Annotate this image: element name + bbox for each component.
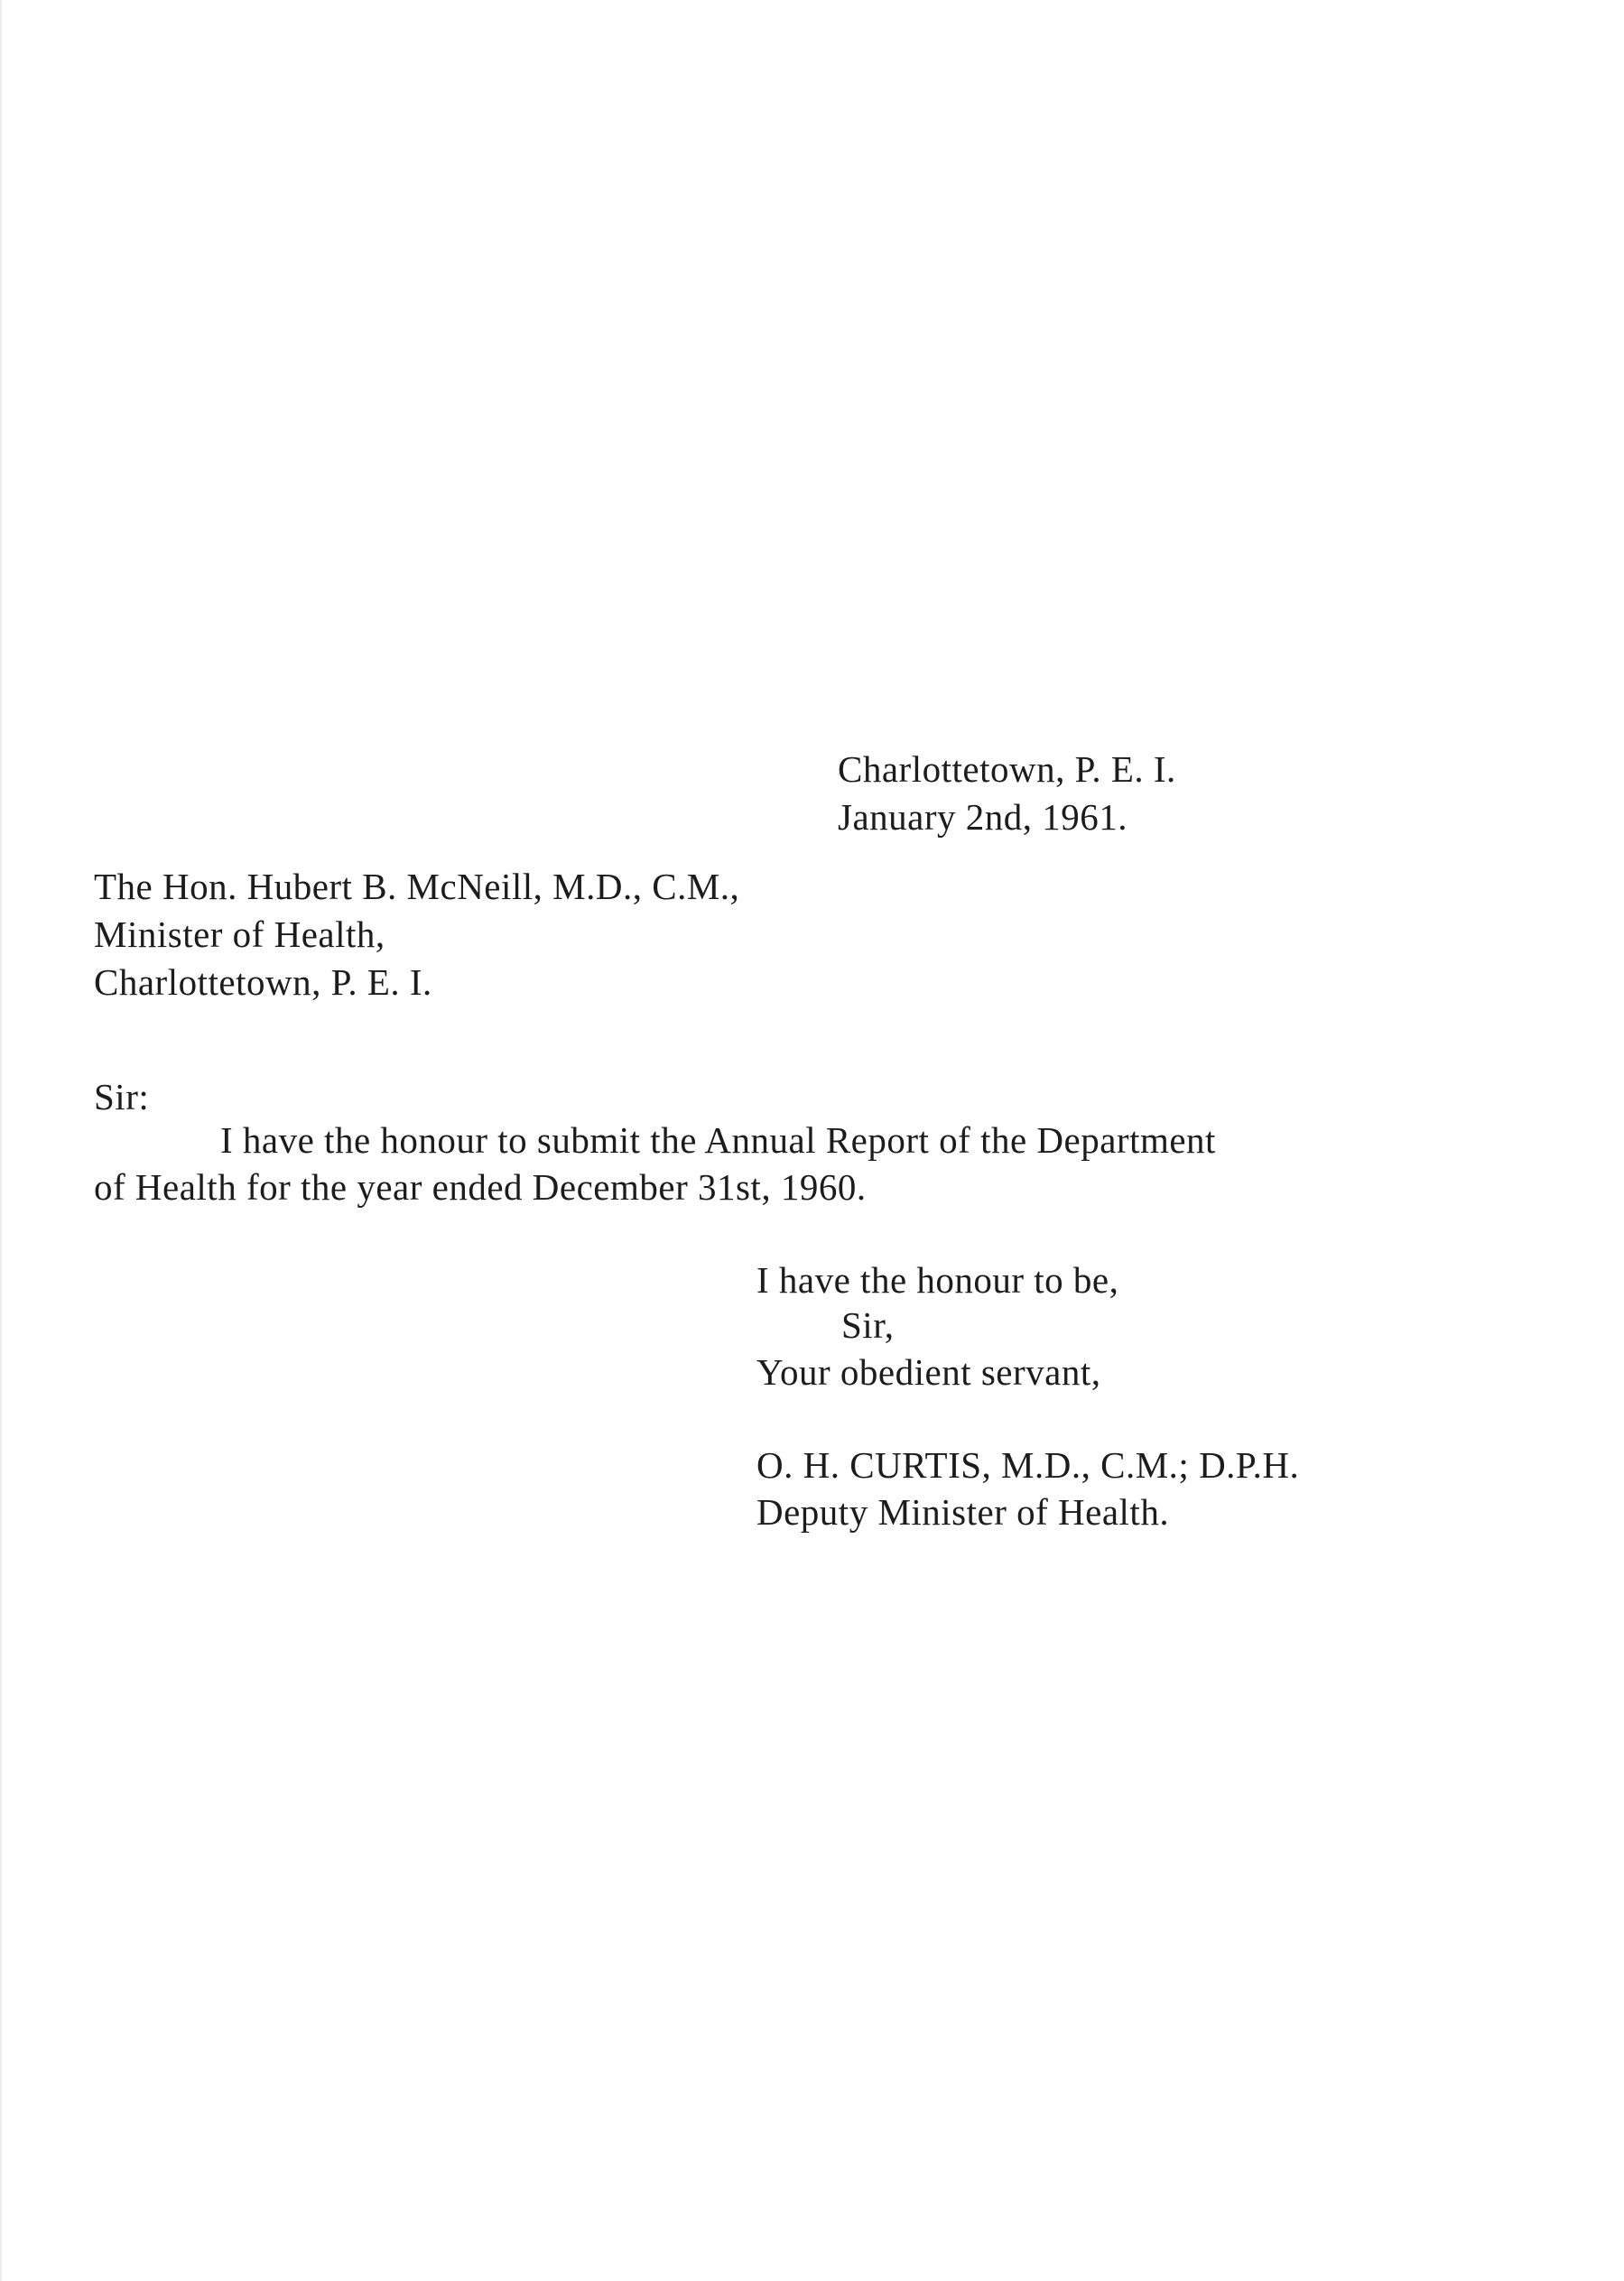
signature-title: Deputy Minister of Health. [756, 1491, 1170, 1533]
addressee-location: Charlottetown, P. E. I. [94, 961, 432, 1003]
signature-name: O. H. CURTIS, M.D., C.M.; D.P.H. [756, 1444, 1300, 1486]
body-line-1: I have the honour to submit the Annual Report of the Department [220, 1119, 1216, 1161]
letter-date: January 2nd, 1961. [838, 796, 1128, 838]
addressee-name: The Hon. Hubert B. McNeill, M.D., C.M., [94, 866, 740, 907]
body-line-2: of Health for the year ended December 31st, 1960. [94, 1166, 867, 1208]
letter-place: Charlottetown, P. E. I. [838, 748, 1176, 790]
closing-line-1: I have the honour to be, [756, 1259, 1119, 1301]
salutation: Sir: [94, 1076, 150, 1117]
closing-line-2: Sir, [841, 1304, 895, 1346]
page-edge-shadow [0, 0, 3, 2281]
addressee-title: Minister of Health, [94, 913, 385, 955]
closing-line-3: Your obedient servant, [756, 1351, 1101, 1393]
